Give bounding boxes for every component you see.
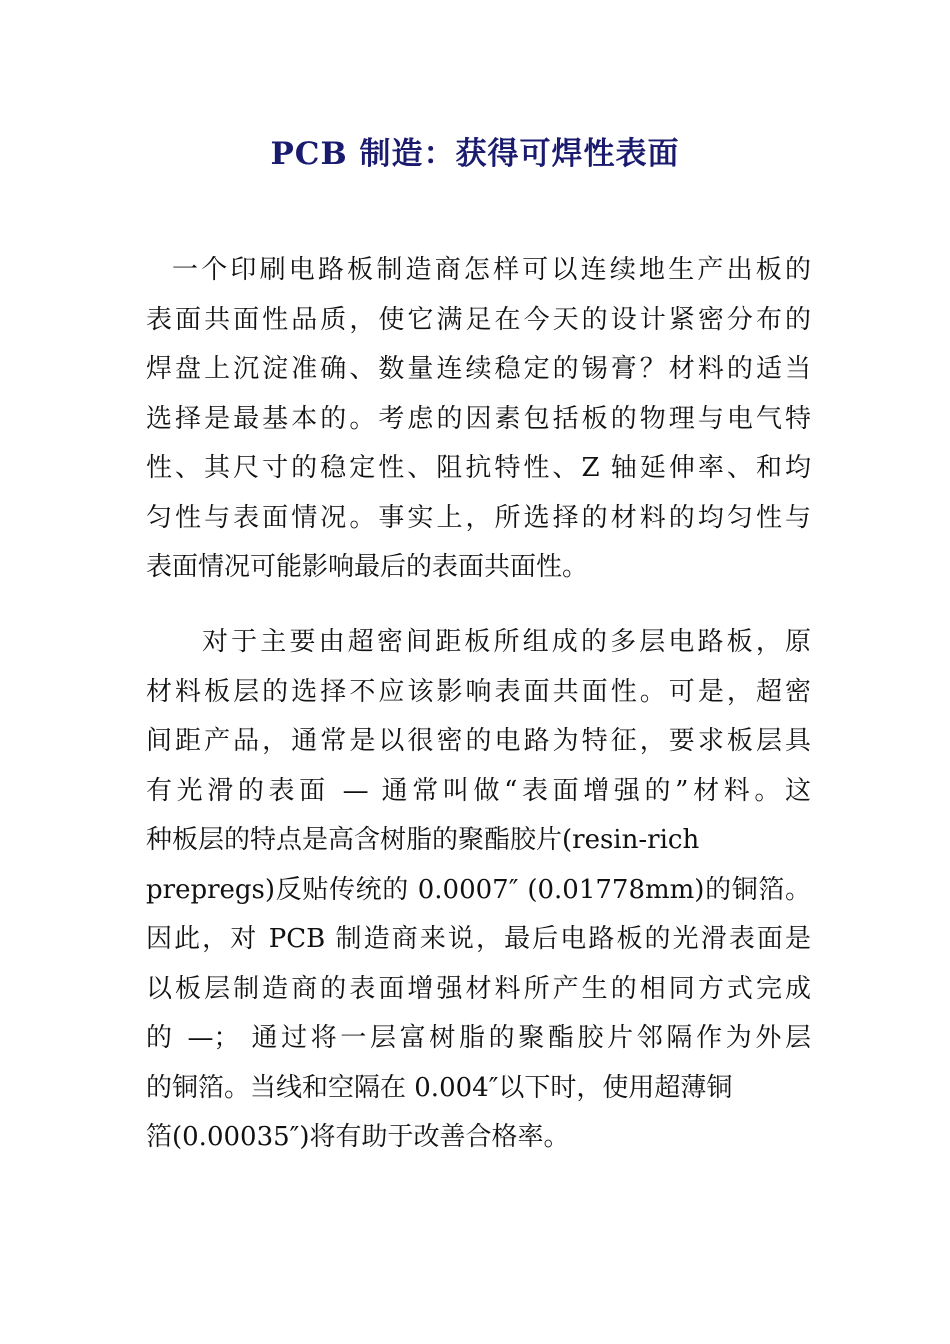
- paragraph-1-line: 匀性与表面情况。事实上，所选择的材料的均匀性与: [146, 502, 811, 533]
- paragraph-1: [146, 246, 811, 593]
- paragraph-2-line: 的 —； 通过将一层富树脂的聚酯胶片邻隔作为外层: [146, 1023, 811, 1053]
- paragraph-2-line: 材料板层的选择不应该影响表面共面性。可是，超密: [146, 676, 811, 707]
- paragraph-1-line: 一个印刷电路板制造商怎样可以连续地生产出板的: [172, 255, 811, 285]
- paragraph-1-line: 选择是最基本的。考虑的因素包括板的物理与电气特: [146, 403, 811, 434]
- paragraph-2-line: 箔(0.00035″)将有助于改善合格率。: [146, 1122, 570, 1152]
- paragraph-2-line: 因此，对 PCB 制造商来说，最后电路板的光滑表面是: [146, 924, 811, 954]
- paragraph-2-line: 对于主要由超密间距板所组成的多层电路板，原: [202, 627, 811, 657]
- paragraph-2-line: 间距产品，通常是以很密的电路为特征，要求板层具: [146, 726, 811, 756]
- paragraph-1-line: 性、其尺寸的稳定性、阻抗特性、Z 轴延伸率、和均: [146, 453, 811, 483]
- paragraph-2-line: 有光滑的表面 — 通常叫做“表面增强的”材料。这: [146, 775, 811, 806]
- paragraph-2-line: prepregs)反贴传统的 0.0007″ (0.01778mm)的铜箔。: [146, 874, 811, 905]
- paragraph-2-line: 种板层的特点是高含树脂的聚酯胶片(resin-rich: [146, 825, 700, 855]
- paragraph-2-line: 的铜箔。当线和空隔在 0.004″以下时，使用超薄铜: [146, 1072, 733, 1103]
- paragraph-2: [146, 618, 811, 1163]
- paragraph-2-line: 以板层制造商的表面增强材料所产生的相同方式完成: [146, 973, 811, 1004]
- paragraph-1-line: 表面情况可能影响最后的表面共面性。: [146, 552, 589, 582]
- paragraph-1-line: 焊盘上沉淀准确、数量连续稳定的锡膏？材料的适当: [146, 354, 811, 384]
- paragraph-1-line: 表面共面性品质，使它满足在今天的设计紧密分布的: [146, 304, 811, 335]
- document-title: PCB 制造：获得可焊性表面: [270, 136, 680, 172]
